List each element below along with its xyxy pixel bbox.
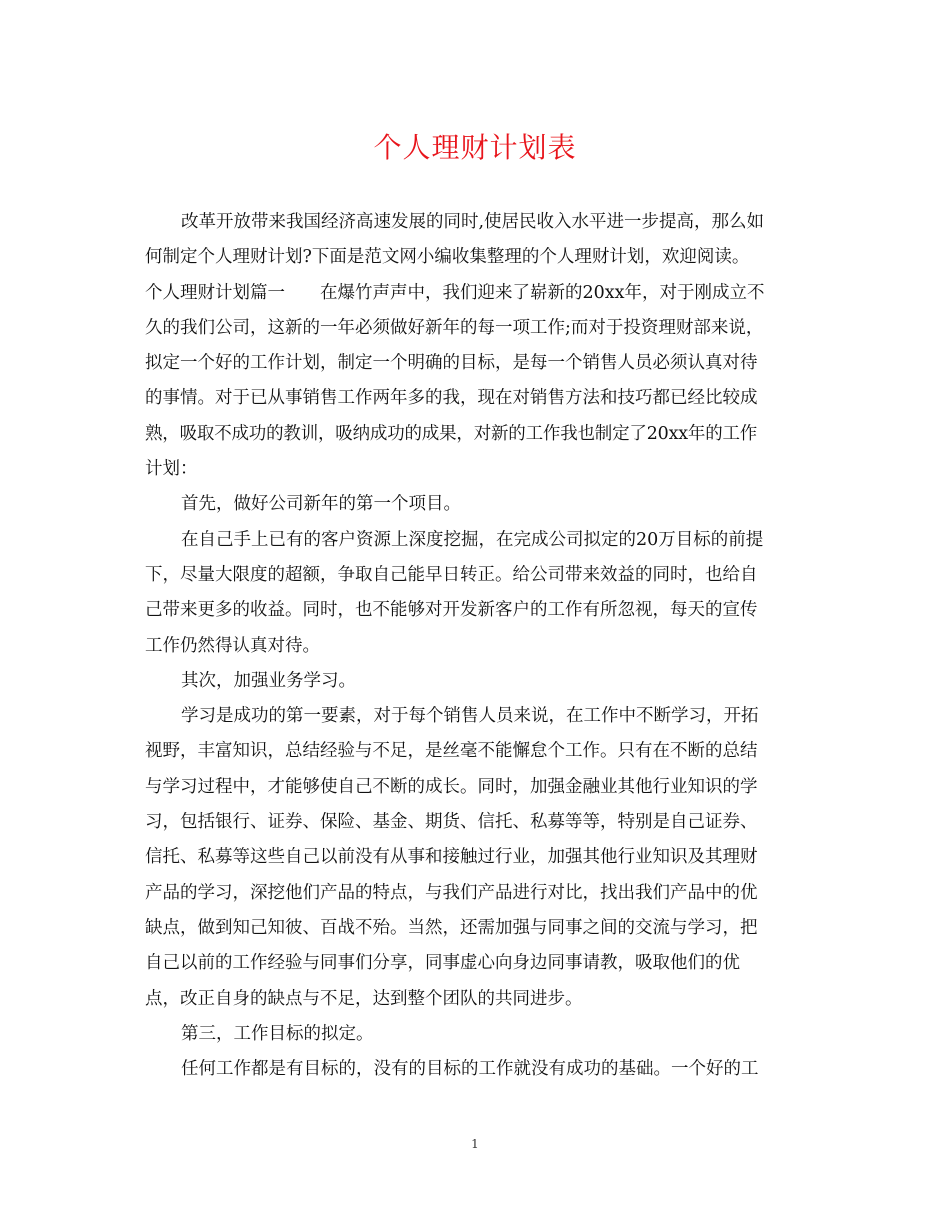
page-number: 1 [471,1137,479,1151]
section-heading: 其次，加强业务学习。 [181,670,356,691]
text-line: 己带来更多的收益。同时，也不能够对开发新客户的工作有所忽视，每天的宣传 [145,600,758,621]
text-line: 学习是成功的第一要素，对于每个销售人员来说，在工作中不断学习，开拓 [181,706,759,727]
text-line: 与学习过程中，才能够使自己不断的成长。同时，加强金融业其他行业知识的学 [145,776,758,797]
text-line: 信托、私募等这些自己以前没有从事和接触过行业，加强其他行业知识及其理财 [145,847,758,868]
section-heading: 第三，工作目标的拟定。 [181,1023,374,1044]
text-line: 工作仍然得认真对待。 [145,635,320,656]
text-line: 拟定一个好的工作计划，制定一个明确的目标，是每一个销售人员必须认真对待 [145,353,758,374]
document-body [145,205,810,1087]
text-line: 个人理财计划篇一 在爆竹声声中，我们迎来了崭新的20xx年，对于刚成立不 [145,282,765,303]
text-line: 自己以前的工作经验与同事们分享，同事虚心向身边同事请教，吸取他们的优 [145,953,740,974]
text-line: 缺点，做到知己知彼、百战不殆。当然，还需加强与同事之间的交流与学习，把 [145,917,758,938]
text-line: 久的我们公司，这新的一年必须做好新年的每一项工作;而对于投资理财部来说， [145,317,764,338]
text-line: 点，改正自身的缺点与不足，达到整个团队的共同进步。 [145,988,583,1009]
text-line: 在自己手上已有的客户资源上深度挖掘，在完成公司拟定的20万目标的前提 [181,529,764,550]
text-line: 视野，丰富知识，总结经验与不足，是丝毫不能懈怠个工作。只有在不断的总结 [145,741,758,762]
document-title: 个人理财计划表 [373,131,577,164]
text-line: 计划： [145,459,198,480]
text-line: 产品的学习，深挖他们产品的特点，与我们产品进行对比，找出我们产品中的优 [145,882,758,903]
text-line: 何制定个人理财计划?下面是范文网小编收集整理的个人理财计划，欢迎阅读。 [145,247,750,268]
text-line: 改革开放带来我国经济高速发展的同时,使居民收入水平进一步提高，那么如 [181,212,765,232]
text-line: 熟，吸取不成功的教训，吸纳成功的成果，对新的工作我也制定了20xx年的工作 [145,423,758,444]
text-line: 习，包括银行、证券、保险、基金、期货、信托、私募等等，特别是自己证券、 [145,812,758,833]
section-heading: 首先，做好公司新年的第一个项目。 [181,494,461,515]
text-line: 的事情。对于已从事销售工作两年多的我，现在对销售方法和技巧都已经比较成 [145,388,758,409]
text-line: 任何工作都是有目标的，没有的目标的工作就没有成功的基础。一个好的工 [181,1059,759,1080]
text-line: 下，尽量大限度的超额，争取自己能早日转正。给公司带来效益的同时，也给自 [145,564,758,585]
